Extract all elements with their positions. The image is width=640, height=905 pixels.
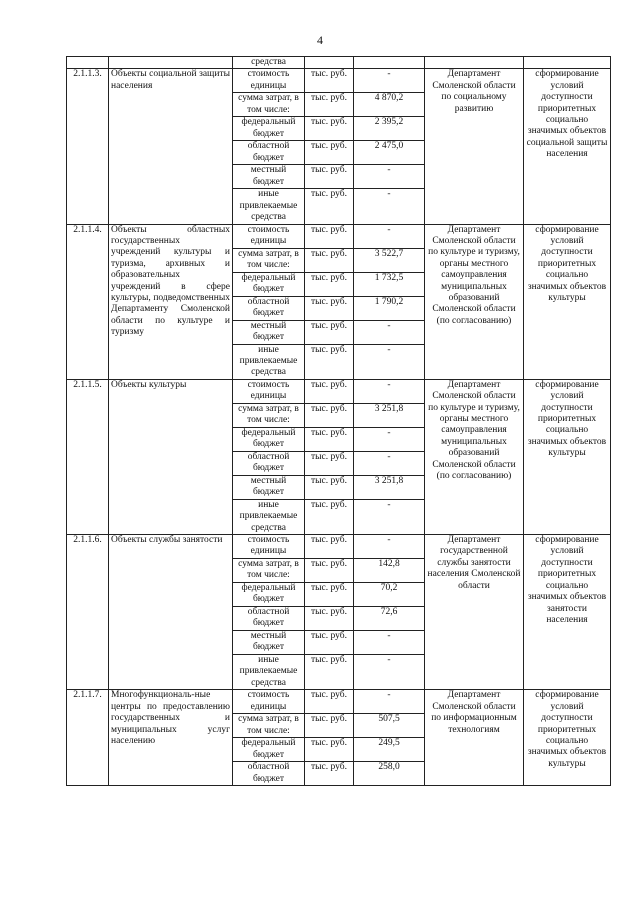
amount-cell: - xyxy=(354,535,425,559)
amount-cell: - xyxy=(354,631,425,655)
amount-cell: 3 251,8 xyxy=(354,475,425,499)
table-row xyxy=(67,69,611,93)
funding-source: иные привлекаемые средства xyxy=(233,499,305,534)
unit-cell: тыс. руб. xyxy=(305,559,354,583)
unit-cell: тыс. руб. xyxy=(305,475,354,499)
unit-cell: тыс. руб. xyxy=(305,535,354,559)
amount-cell: - xyxy=(354,344,425,379)
funding-source: стоимость единицы xyxy=(233,379,305,403)
unit-cell: тыс. руб. xyxy=(305,93,354,117)
amount-cell: 3 251,8 xyxy=(354,403,425,427)
funding-source: федеральный бюджет xyxy=(233,583,305,607)
responsible-executor: Департамент Смоленской области по социальному развитию xyxy=(425,69,524,224)
amount-cell: - xyxy=(354,451,425,475)
unit-cell: тыс. руб. xyxy=(305,403,354,427)
unit-cell: тыс. руб. xyxy=(305,762,354,786)
amount-cell: 3 522,7 xyxy=(354,248,425,272)
funding-source: местный бюджет xyxy=(233,320,305,344)
empty-cell xyxy=(109,57,233,69)
funding-source: иные привлекаемые средства xyxy=(233,344,305,379)
unit-cell: тыс. руб. xyxy=(305,344,354,379)
unit-cell: тыс. руб. xyxy=(305,141,354,165)
amount-cell: - xyxy=(354,189,425,224)
amount-cell: 507,5 xyxy=(354,714,425,738)
funding-source: областной бюджет xyxy=(233,607,305,631)
unit-cell: тыс. руб. xyxy=(305,631,354,655)
responsible-executor: Департамент Смоленской области по культуре и туризму, органы местного самоуправления муниципальных образований Смоленской области (по согласованию) xyxy=(425,224,524,379)
expected-result: сформирование условий доступности приоритетных социально значимых объектов культуры xyxy=(524,379,611,534)
item-number: 2.1.1.6. xyxy=(67,535,109,690)
funding-source: местный бюджет xyxy=(233,475,305,499)
item-name: Объекты службы занятости xyxy=(109,535,233,690)
empty-cell xyxy=(524,57,611,69)
item-name: Многофункциональ-ные центры по предоставлению государственных и муниципальных услуг населению xyxy=(109,690,233,786)
amount-cell: 258,0 xyxy=(354,762,425,786)
amount-cell: 2 475,0 xyxy=(354,141,425,165)
funding-source: сумма затрат, в том числе: xyxy=(233,714,305,738)
empty-cell xyxy=(305,57,354,69)
funding-source: иные привлекаемые средства xyxy=(233,189,305,224)
amount-cell: - xyxy=(354,690,425,714)
unit-cell: тыс. руб. xyxy=(305,427,354,451)
amount-cell: 1 732,5 xyxy=(354,272,425,296)
funding-source: стоимость единицы xyxy=(233,224,305,248)
unit-cell: тыс. руб. xyxy=(305,320,354,344)
funding-source: федеральный бюджет xyxy=(233,272,305,296)
amount-cell: - xyxy=(354,165,425,189)
amount-cell: - xyxy=(354,379,425,403)
funding-source: областной бюджет xyxy=(233,762,305,786)
expected-result: сформирование условий доступности приоритетных социально значимых объектов культуры xyxy=(524,690,611,786)
amount-cell: - xyxy=(354,427,425,451)
funding-source: стоимость единицы xyxy=(233,690,305,714)
amount-cell: 4 870,2 xyxy=(354,93,425,117)
funding-source: областной бюджет xyxy=(233,296,305,320)
responsible-executor: Департамент государственной службы занятости населения Смоленской области xyxy=(425,535,524,690)
empty-cell xyxy=(425,57,524,69)
unit-cell: тыс. руб. xyxy=(305,296,354,320)
funding-source: федеральный бюджет xyxy=(233,117,305,141)
unit-cell: тыс. руб. xyxy=(305,117,354,141)
table-row xyxy=(67,535,611,559)
amount-cell: 72,6 xyxy=(354,607,425,631)
funding-source: иные привлекаемые средства xyxy=(233,655,305,690)
item-name: Объекты социальной защиты населения xyxy=(109,69,233,224)
amount-cell: - xyxy=(354,499,425,534)
item-number: 2.1.1.4. xyxy=(67,224,109,379)
unit-cell: тыс. руб. xyxy=(305,583,354,607)
unit-cell: тыс. руб. xyxy=(305,69,354,93)
amount-cell: - xyxy=(354,224,425,248)
financing-table xyxy=(66,56,611,786)
funding-source: областной бюджет xyxy=(233,141,305,165)
funding-source: федеральный бюджет xyxy=(233,427,305,451)
funding-source: сумма затрат, в том числе: xyxy=(233,403,305,427)
amount-cell: 1 790,2 xyxy=(354,296,425,320)
expected-result: сформирование условий доступности приоритетных социально значимых объектов занятости населения xyxy=(524,535,611,690)
funding-source: сумма затрат, в том числе: xyxy=(233,559,305,583)
item-name: Объекты культуры xyxy=(109,379,233,534)
unit-cell: тыс. руб. xyxy=(305,607,354,631)
unit-cell: тыс. руб. xyxy=(305,248,354,272)
amount-cell: - xyxy=(354,655,425,690)
funding-source: местный бюджет xyxy=(233,165,305,189)
expected-result: сформирование условий доступности приоритетных социально значимых объектов культуры xyxy=(524,224,611,379)
empty-cell xyxy=(67,57,109,69)
unit-cell: тыс. руб. xyxy=(305,690,354,714)
amount-cell: 249,5 xyxy=(354,738,425,762)
unit-cell: тыс. руб. xyxy=(305,272,354,296)
item-number: 2.1.1.5. xyxy=(67,379,109,534)
source-cell: средства xyxy=(233,57,305,69)
funding-source: федеральный бюджет xyxy=(233,738,305,762)
amount-cell: - xyxy=(354,69,425,93)
page-number: 4 xyxy=(317,33,323,47)
table-row xyxy=(67,57,611,69)
unit-cell: тыс. руб. xyxy=(305,499,354,534)
amount-cell: 2 395,2 xyxy=(354,117,425,141)
unit-cell: тыс. руб. xyxy=(305,451,354,475)
unit-cell: тыс. руб. xyxy=(305,189,354,224)
table-row xyxy=(67,690,611,714)
item-name: Объекты областных государственных учреждений культуры и туризма, архивных и образовательных учреждений в сфере культуры, подведомственных Департаменту Смоленской области по культуре и туризму xyxy=(109,224,233,379)
unit-cell: тыс. руб. xyxy=(305,655,354,690)
funding-source: сумма затрат, в том числе: xyxy=(233,93,305,117)
table-row xyxy=(67,224,611,248)
funding-source: стоимость единицы xyxy=(233,69,305,93)
amount-cell: - xyxy=(354,320,425,344)
table-row xyxy=(67,379,611,403)
funding-source: местный бюджет xyxy=(233,631,305,655)
expected-result: сформирование условий доступности приоритетных социально значимых объектов социальной защиты населения xyxy=(524,69,611,224)
unit-cell: тыс. руб. xyxy=(305,738,354,762)
amount-cell: 70,2 xyxy=(354,583,425,607)
funding-source: стоимость единицы xyxy=(233,535,305,559)
empty-cell xyxy=(354,57,425,69)
responsible-executor: Департамент Смоленской области по культуре и туризму, органы местного самоуправления муниципальных образований Смоленской области (по согласованию) xyxy=(425,379,524,534)
item-number: 2.1.1.3. xyxy=(67,69,109,224)
amount-cell: 142,8 xyxy=(354,559,425,583)
unit-cell: тыс. руб. xyxy=(305,224,354,248)
item-number: 2.1.1.7. xyxy=(67,690,109,786)
unit-cell: тыс. руб. xyxy=(305,714,354,738)
funding-source: областной бюджет xyxy=(233,451,305,475)
funding-source: сумма затрат, в том числе: xyxy=(233,248,305,272)
unit-cell: тыс. руб. xyxy=(305,379,354,403)
responsible-executor: Департамент Смоленской области по информационным технологиям xyxy=(425,690,524,786)
unit-cell: тыс. руб. xyxy=(305,165,354,189)
